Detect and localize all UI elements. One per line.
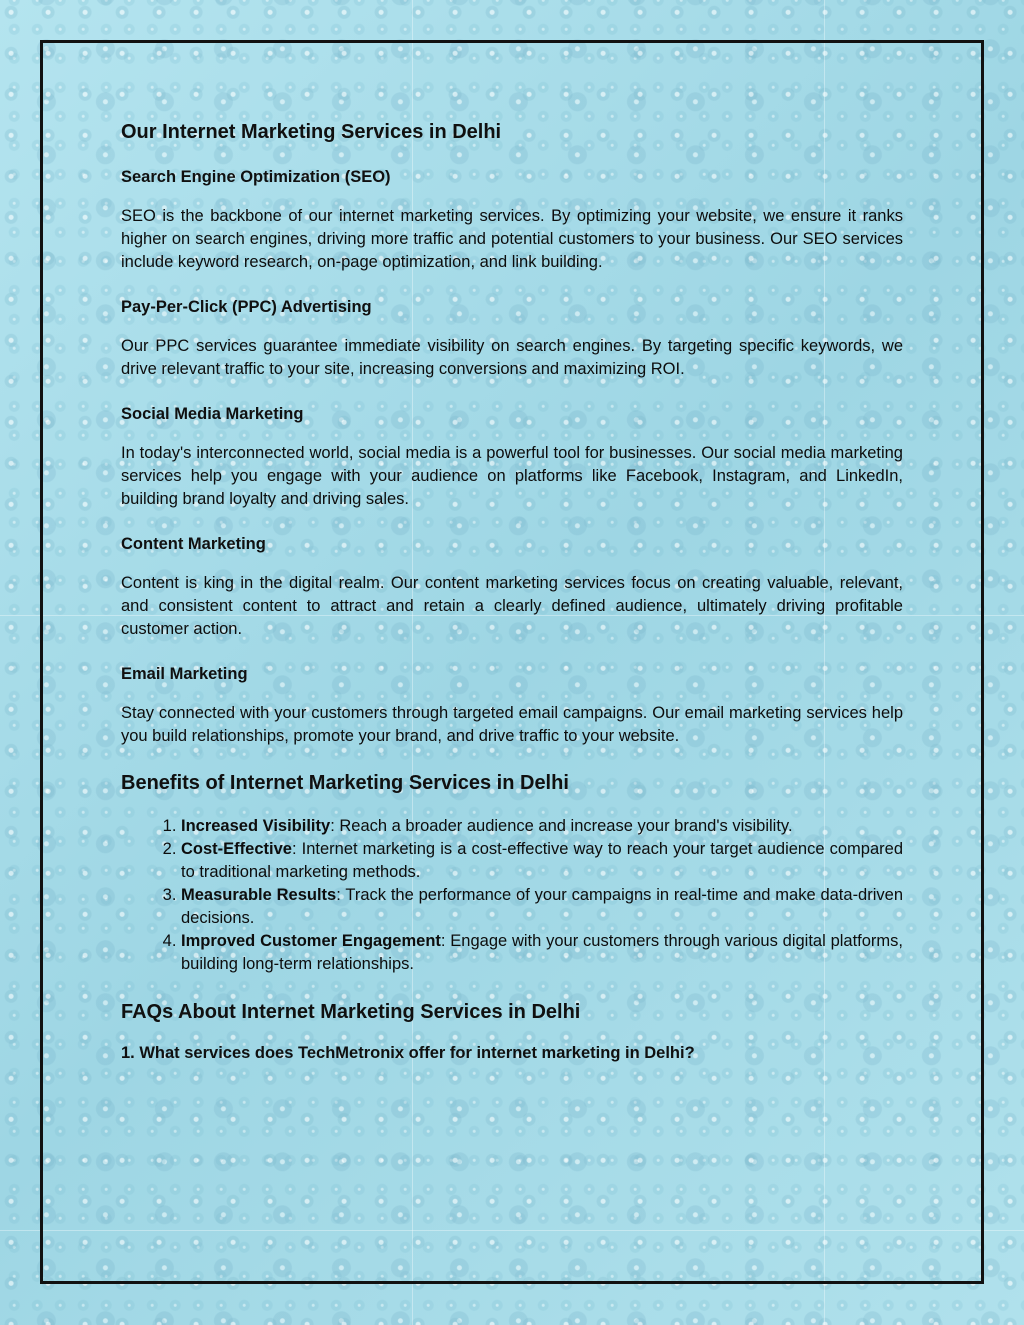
- service-title: Content Marketing: [121, 535, 266, 553]
- service-title: Pay-Per-Click (PPC) Advertising: [121, 298, 372, 316]
- benefit-text: : Reach a broader audience and increase your brand's visibility.: [330, 817, 793, 835]
- benefit-text: : Internet marketing is a cost-effective way to reach your target audience compared to traditional marketing methods.: [181, 840, 903, 881]
- service-social-media: [121, 405, 903, 511]
- service-text: Our PPC services guarantee immediate visibility on search engines. By targeting specific keywords, we drive relevant traffic to your site, increasing conversions and maximizing ROI.: [121, 337, 903, 378]
- benefit-term: Increased Visibility: [181, 817, 331, 835]
- faq-question: 1. What services does TechMetronix offer for internet marketing in Delhi?: [121, 1044, 695, 1062]
- service-seo: [121, 168, 903, 274]
- list-item: [181, 884, 903, 930]
- faq-section: [121, 1001, 903, 1063]
- faq-title: FAQs About Internet Marketing Services in Delhi: [121, 1001, 581, 1023]
- document-body: [121, 118, 903, 1063]
- service-text: Stay connected with your customers through targeted email campaigns. Our email marketing services help you build relationships, promote your brand, and drive traffic to your website.: [121, 704, 903, 745]
- service-text: Content is king in the digital realm. Our content marketing services focus on creating valuable, relevant, and consistent content to attract and retain a clearly defined audience, ultimately driving profitable customer action.: [121, 574, 903, 638]
- service-email: [121, 665, 903, 748]
- list-item: [181, 815, 903, 838]
- service-title: Search Engine Optimization (SEO): [121, 168, 391, 186]
- service-title: Email Marketing: [121, 665, 248, 683]
- benefit-term: Measurable Results: [181, 886, 337, 904]
- benefit-term: Improved Customer Engagement: [181, 932, 441, 950]
- benefit-term: Cost-Effective: [181, 840, 292, 858]
- benefits-section: [121, 772, 903, 976]
- list-item: [181, 930, 903, 976]
- service-title: Social Media Marketing: [121, 405, 304, 423]
- benefit-text: : Engage with your customers through various digital platforms, building long-term relationships.: [181, 932, 904, 973]
- service-text: SEO is the backbone of our internet marketing services. By optimizing your website, we ensure it ranks higher on search engines, driving more traffic and potential customers to your business. Our SEO services include keyword research, on-page optimization, and link building.: [121, 207, 903, 271]
- service-ppc: [121, 298, 903, 381]
- benefits-list: [121, 815, 903, 976]
- list-item: [181, 838, 903, 884]
- page-title: Our Internet Marketing Services in Delhi: [121, 121, 502, 143]
- benefits-title: Benefits of Internet Marketing Services in Delhi: [121, 772, 569, 794]
- service-text: In today's interconnected world, social media is a powerful tool for businesses. Our social media marketing services help you engage with your audience on platforms like Facebook, Instagram, and LinkedIn, building brand loyalty and driving sales.: [121, 444, 903, 508]
- benefit-text: : Track the performance of your campaigns in real-time and make data-driven decisions.: [181, 886, 903, 927]
- service-content: [121, 535, 903, 641]
